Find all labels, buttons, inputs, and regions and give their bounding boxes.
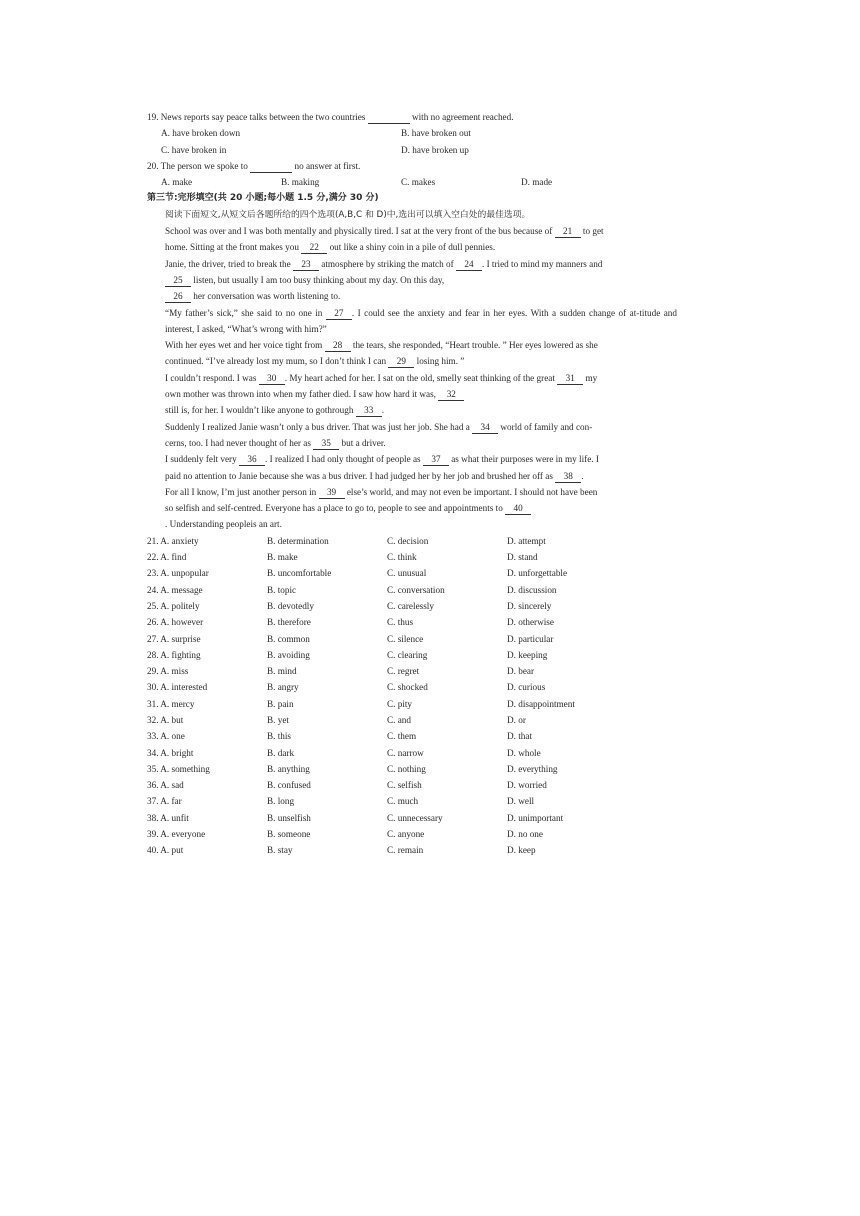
blank-number: 34 — [472, 422, 498, 434]
option: D. no one — [507, 829, 543, 840]
option: C. shocked — [387, 682, 428, 693]
passage-text: but a driver. — [339, 437, 386, 448]
option-row — [147, 582, 677, 598]
option: B. anything — [267, 763, 310, 774]
question-19-stem: 19. News reports say peace talks between the two countries with no agreement reached. — [147, 112, 514, 122]
option: 21. A. anxiety — [147, 535, 199, 546]
option: B. angry — [267, 682, 299, 693]
option: D. unimportant — [507, 812, 564, 823]
option: 31. A. mercy — [147, 698, 195, 709]
passage-text: . — [581, 470, 584, 481]
option: 28. A. fighting — [147, 649, 201, 660]
option: C. pity — [387, 698, 413, 709]
option: 32. A. but — [147, 714, 184, 725]
option-row — [147, 631, 677, 647]
option: D. disappointment — [507, 698, 575, 709]
option: 34. A. bright — [147, 747, 194, 758]
option: 30. A. interested — [147, 682, 208, 693]
blank-number: 29 — [388, 356, 414, 368]
blank-number: 22 — [301, 242, 327, 254]
option-row — [147, 826, 677, 842]
option: C. silence — [387, 633, 424, 644]
passage-paragraph — [147, 337, 677, 370]
option-row — [147, 565, 677, 581]
option-row — [147, 533, 677, 549]
section-instruction: 阅读下面短文,从短文后各题所给的四个选项(A,B,C 和 D)中,选出可以填入空白处的最佳选项。 — [165, 209, 531, 220]
passage-text: her conversation was worth listening to. — [191, 291, 341, 302]
blank-number: 36 — [239, 454, 265, 466]
question-20-options — [147, 174, 677, 190]
option: B. confused — [267, 780, 311, 791]
question-19-options — [147, 125, 677, 158]
passage-text: cerns, too. I had never thought of her as — [165, 437, 314, 448]
option: D. made — [521, 177, 553, 188]
blank-number: 32 — [438, 389, 464, 401]
option: B. yet — [267, 714, 289, 725]
option: B. dark — [267, 747, 295, 758]
passage-text: as what their purposes were in my life. I — [448, 454, 599, 465]
option-row — [147, 549, 677, 565]
option: C. remain — [387, 845, 424, 856]
option: D. whole — [507, 747, 541, 758]
blank-number: 21 — [555, 226, 581, 238]
option: 23. A. unpopular — [147, 568, 209, 579]
passage-text: out like a shiny coin in a pile of dull pennies. — [327, 242, 496, 253]
option: C. and — [387, 714, 411, 725]
blank-number: 38 — [555, 471, 581, 483]
option-row — [147, 842, 677, 858]
passage-text: “My father’s sick,” she said to no one in — [165, 307, 326, 318]
option: D. curious — [507, 682, 546, 693]
passage-text: through — [324, 405, 356, 416]
option: C. unusual — [387, 568, 427, 579]
passage-text: With her eyes wet and her voice tight from — [165, 340, 325, 351]
blank-number: 35 — [313, 438, 339, 450]
option-row — [147, 777, 677, 793]
option: B. therefore — [267, 617, 311, 628]
option: C. nothing — [387, 763, 426, 774]
passage-paragraph — [147, 223, 677, 256]
option: C. conversation — [387, 584, 445, 595]
passage-text: to get — [580, 226, 604, 237]
option: D. that — [507, 731, 533, 742]
option: D. unforgettable — [507, 568, 568, 579]
option: B. uncomfortable — [267, 568, 332, 579]
option: D. attempt — [507, 535, 546, 546]
option: 37. A. far — [147, 796, 182, 807]
blank-number: 39 — [319, 487, 345, 499]
passage-text: . I tried to mind my manners and — [481, 258, 603, 269]
option: C. decision — [387, 535, 429, 546]
passage-text: Janie, the driver, tried to break the — [165, 258, 293, 269]
option: 26. A. however — [147, 617, 204, 628]
option: A. make — [161, 177, 193, 188]
option: C. have broken in — [161, 144, 227, 155]
option: D. sincerely — [507, 600, 552, 611]
passage-text: I suddenly felt very — [165, 454, 239, 465]
option: C. regret — [387, 666, 420, 677]
option: C. makes — [401, 177, 436, 188]
option: C. thus — [387, 617, 414, 628]
answer-blank — [250, 161, 292, 173]
passage-text: else’s world, and may not even be important. I should not have been — [344, 486, 598, 497]
passage-text: I couldn’t respond. I was — [165, 372, 259, 383]
option: D. keep — [507, 845, 536, 856]
passage-text: still is, for her. I wouldn’t like anyone to go — [165, 405, 325, 416]
option: B. someone — [267, 829, 311, 840]
passage-text: For all I know, I’m just another person in — [165, 486, 319, 497]
passage-paragraph — [147, 256, 677, 337]
passage-text: . I could see the anxiety and fear in her eyes. With a sudden change of at- — [351, 307, 640, 318]
option-row — [147, 745, 677, 761]
option: 24. A. message — [147, 584, 203, 595]
question-20-stem: 20. The person we spoke to no answer at first. — [147, 160, 361, 171]
option: 38. A. unfit — [147, 812, 189, 823]
option: B. mind — [267, 666, 297, 677]
passage-text: world of family and con- — [498, 421, 593, 432]
passage-text: . Understanding people — [165, 519, 251, 530]
option: B. long — [267, 796, 295, 807]
blank-number: 27 — [326, 308, 352, 320]
option-row — [147, 761, 677, 777]
option: B. avoiding — [267, 649, 310, 660]
option: B. pain — [267, 698, 294, 709]
passage — [147, 223, 677, 533]
option: B. make — [267, 552, 298, 563]
blank-number: 23 — [293, 259, 319, 271]
option: B. this — [267, 731, 291, 742]
option: 27. A. surprise — [147, 633, 201, 644]
passage-text: home. Sitting at the front makes you — [165, 242, 302, 253]
option: D. otherwise — [507, 617, 554, 628]
option: D. worried — [507, 780, 547, 791]
option-row — [147, 679, 677, 695]
passage-text: atmosphere by striking the match of — [318, 258, 456, 269]
option: B. determination — [267, 535, 329, 546]
passage-text: . I realized I had only thought of people as — [265, 454, 423, 465]
option: C. anyone — [387, 829, 425, 840]
blank-number: 40 — [505, 503, 531, 515]
passage-text: Suddenly I realized Janie wasn’t only a bus driver. That was just her job. She had a — [165, 421, 473, 432]
passage-text: listen, but usually I am too busy thinking about my day. On this day, — [191, 274, 445, 285]
option: 36. A. sad — [147, 780, 184, 791]
passage-text: paid no attention to Janie because she was a bus driver. I had judged her by her job and brushed her off as — [165, 470, 556, 481]
blank-number: 25 — [165, 275, 191, 287]
blank-number: 24 — [456, 259, 482, 271]
exam-content — [147, 109, 677, 859]
option: C. them — [387, 731, 417, 742]
option: C. think — [387, 552, 417, 563]
option: B. making — [281, 177, 320, 188]
option: C. narrow — [387, 747, 424, 758]
option: D. keeping — [507, 649, 548, 660]
option: C. much — [387, 796, 419, 807]
blank-number: 31 — [557, 373, 583, 385]
option-row — [147, 728, 677, 744]
passage-text: so selfish and self-centred. Everyone has a place to go to, people to see and appointments to — [165, 503, 506, 514]
blank-number: 26 — [165, 291, 191, 303]
option: B. topic — [267, 584, 297, 595]
option: D. well — [507, 796, 535, 807]
passage-paragraph — [147, 451, 677, 484]
option-row — [147, 810, 677, 826]
blank-number: 30 — [259, 373, 285, 385]
option: D. particular — [507, 633, 554, 644]
option: B. common — [267, 633, 310, 644]
answer-blank — [368, 112, 410, 124]
option: A. have broken down — [161, 128, 241, 139]
option: 39. A. everyone — [147, 829, 206, 840]
option: 33. A. one — [147, 731, 185, 742]
passage-paragraph — [147, 484, 677, 533]
option-row — [147, 614, 677, 630]
option: D. stand — [507, 552, 538, 563]
passage-text: my — [583, 372, 598, 383]
option: B. stay — [267, 845, 293, 856]
option: 40. A. put — [147, 845, 184, 856]
passage-text: . My heart ached for her. I sat on the old, smelly seat thinking of the great — [284, 372, 558, 383]
passage-paragraph — [147, 419, 677, 452]
option-row — [147, 793, 677, 809]
option-row — [147, 647, 677, 663]
passage-paragraph — [147, 370, 677, 419]
passage-text: School was over and I was both mentally and physically tired. I sat at the very front of the bus because of — [165, 226, 555, 237]
option-row — [147, 712, 677, 728]
option: C. carelessly — [387, 600, 434, 611]
option: D. everything — [507, 763, 558, 774]
option: D. bear — [507, 666, 535, 677]
passage-text: titude and interest, I asked, “What’s wrong with him?” — [165, 307, 677, 334]
option: D. have broken up — [401, 144, 469, 155]
option-row — [147, 663, 677, 679]
section-title: 第三节:完形填空(共 20 小题;每小题 1.5 分,满分 30 分) — [147, 193, 379, 204]
passage-text: own mother was thrown into when my father died. I saw how hard it was, — [165, 389, 439, 400]
blank-number: 37 — [423, 454, 449, 466]
passage-text: continued. “I’ve already lost my mum, so I don’t think I can — [165, 356, 389, 367]
option: B. unselfish — [267, 812, 311, 823]
option: C. clearing — [387, 649, 428, 660]
option: D. or — [507, 714, 526, 725]
passage-text: is an art. — [250, 519, 282, 530]
option: 29. A. miss — [147, 666, 189, 677]
option: B. devotedly — [267, 600, 314, 611]
option: 22. A. find — [147, 552, 187, 563]
blank-number: 28 — [325, 340, 351, 352]
option: C. selfish — [387, 780, 422, 791]
options-table — [147, 533, 677, 859]
option-row — [147, 696, 677, 712]
passage-text: the tears, she responded, “Heart trouble. ” Her eyes lowered as she — [350, 340, 598, 351]
option-row — [147, 598, 677, 614]
option: B. have broken out — [401, 128, 471, 139]
option: 35. A. something — [147, 763, 210, 774]
passage-text: . — [381, 405, 385, 416]
option: C. unnecessary — [387, 812, 443, 823]
option: D. discussion — [507, 584, 557, 595]
option: 25. A. politely — [147, 600, 200, 611]
passage-text: losing him. ” — [414, 356, 465, 367]
blank-number: 33 — [356, 405, 382, 417]
